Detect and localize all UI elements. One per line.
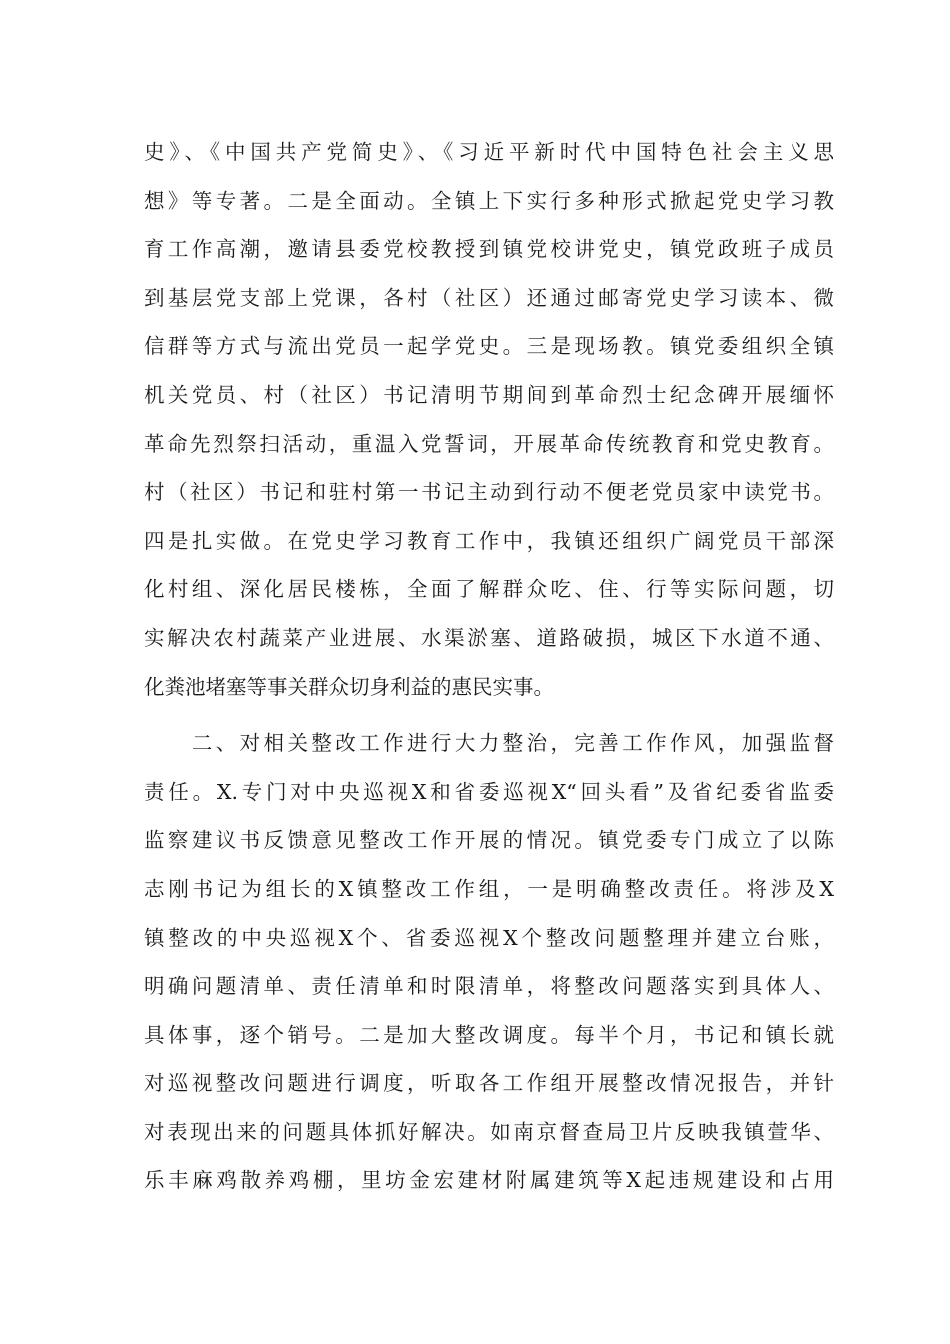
text-line: 实解决农村蔬菜产业进展、水渠淤塞、道路破损，城区下水道不通、 <box>144 625 834 650</box>
text-line: 责任。X.专门对中央巡视X和省委巡视X“回头看”及省纪委省监委 <box>144 779 834 804</box>
text-line: 对表现出来的问题具体抓好解决。如南京督查局卫片反映我镇萱华、 <box>144 1119 834 1144</box>
text-line: 化粪池堵塞等事关群众切身利益的惠民实事。 <box>144 674 554 699</box>
text-line: 明确问题清单、责任清单和时限清单，将整改问题落实到具体人、 <box>144 974 834 999</box>
text-line: 村（社区）书记和驻村第一书记主动到行动不便老党员家中读党书。 <box>144 480 834 505</box>
text-line: 具体事，逐个销号。二是加大整改调度。每半个月，书记和镇长就 <box>144 1022 834 1047</box>
text-line: 志刚书记为组长的X镇整改工作组，一是明确整改责任。将涉及X <box>144 876 834 901</box>
text-line: 史》、《中国共产党简史》、《习近平新时代中国特色社会主义思 <box>144 140 834 164</box>
text-line: 镇整改的中央巡视X个、省委巡视X个整改问题整理并建立台账， <box>144 925 834 950</box>
text-line: 二、对相关整改工作进行大力整治，完善工作作风，加强监督 <box>144 731 834 756</box>
text-line: 到基层党支部上党课，各村（社区）还通过邮寄党史学习读本、微 <box>144 285 834 310</box>
text-line: 信群等方式与流出党员一起学党史。三是现场教。镇党委组织全镇 <box>144 334 834 359</box>
paragraph-1 <box>144 128 834 711</box>
text-line: 想》等专著。二是全面动。全镇上下实行多种形式掀起党史学习教 <box>144 188 834 213</box>
text-line: 四是扎实做。在党史学习教育工作中，我镇还组织广阔党员干部深 <box>144 528 834 553</box>
text-line: 监察建议书反馈意见整改工作开展的情况。镇党委专门成立了以陈 <box>144 828 834 853</box>
text-line: 对巡视整改问题进行调度，听取各工作组开展整改情况报告，并针 <box>144 1071 834 1096</box>
paragraph-spacer <box>144 711 834 719</box>
text-line: 育工作高潮，邀请县委党校教授到镇党校讲党史，镇党政班子成员 <box>144 237 834 262</box>
paragraph-2 <box>144 719 834 1205</box>
text-line: 化村组、深化居民楼栋，全面了解群众吃、住、行等实际问题，切 <box>144 577 834 602</box>
document-body <box>144 128 834 1205</box>
text-line: 乐丰麻鸡散养鸡棚，里坊金宏建材附属建筑等X起违规建设和占用 <box>144 1168 834 1193</box>
text-line: 机关党员、村（社区）书记清明节期间到革命烈士纪念碑开展缅怀 <box>144 382 834 407</box>
text-line: 革命先烈祭扫活动，重温入党誓词，开展革命传统教育和党史教育。 <box>144 431 834 456</box>
